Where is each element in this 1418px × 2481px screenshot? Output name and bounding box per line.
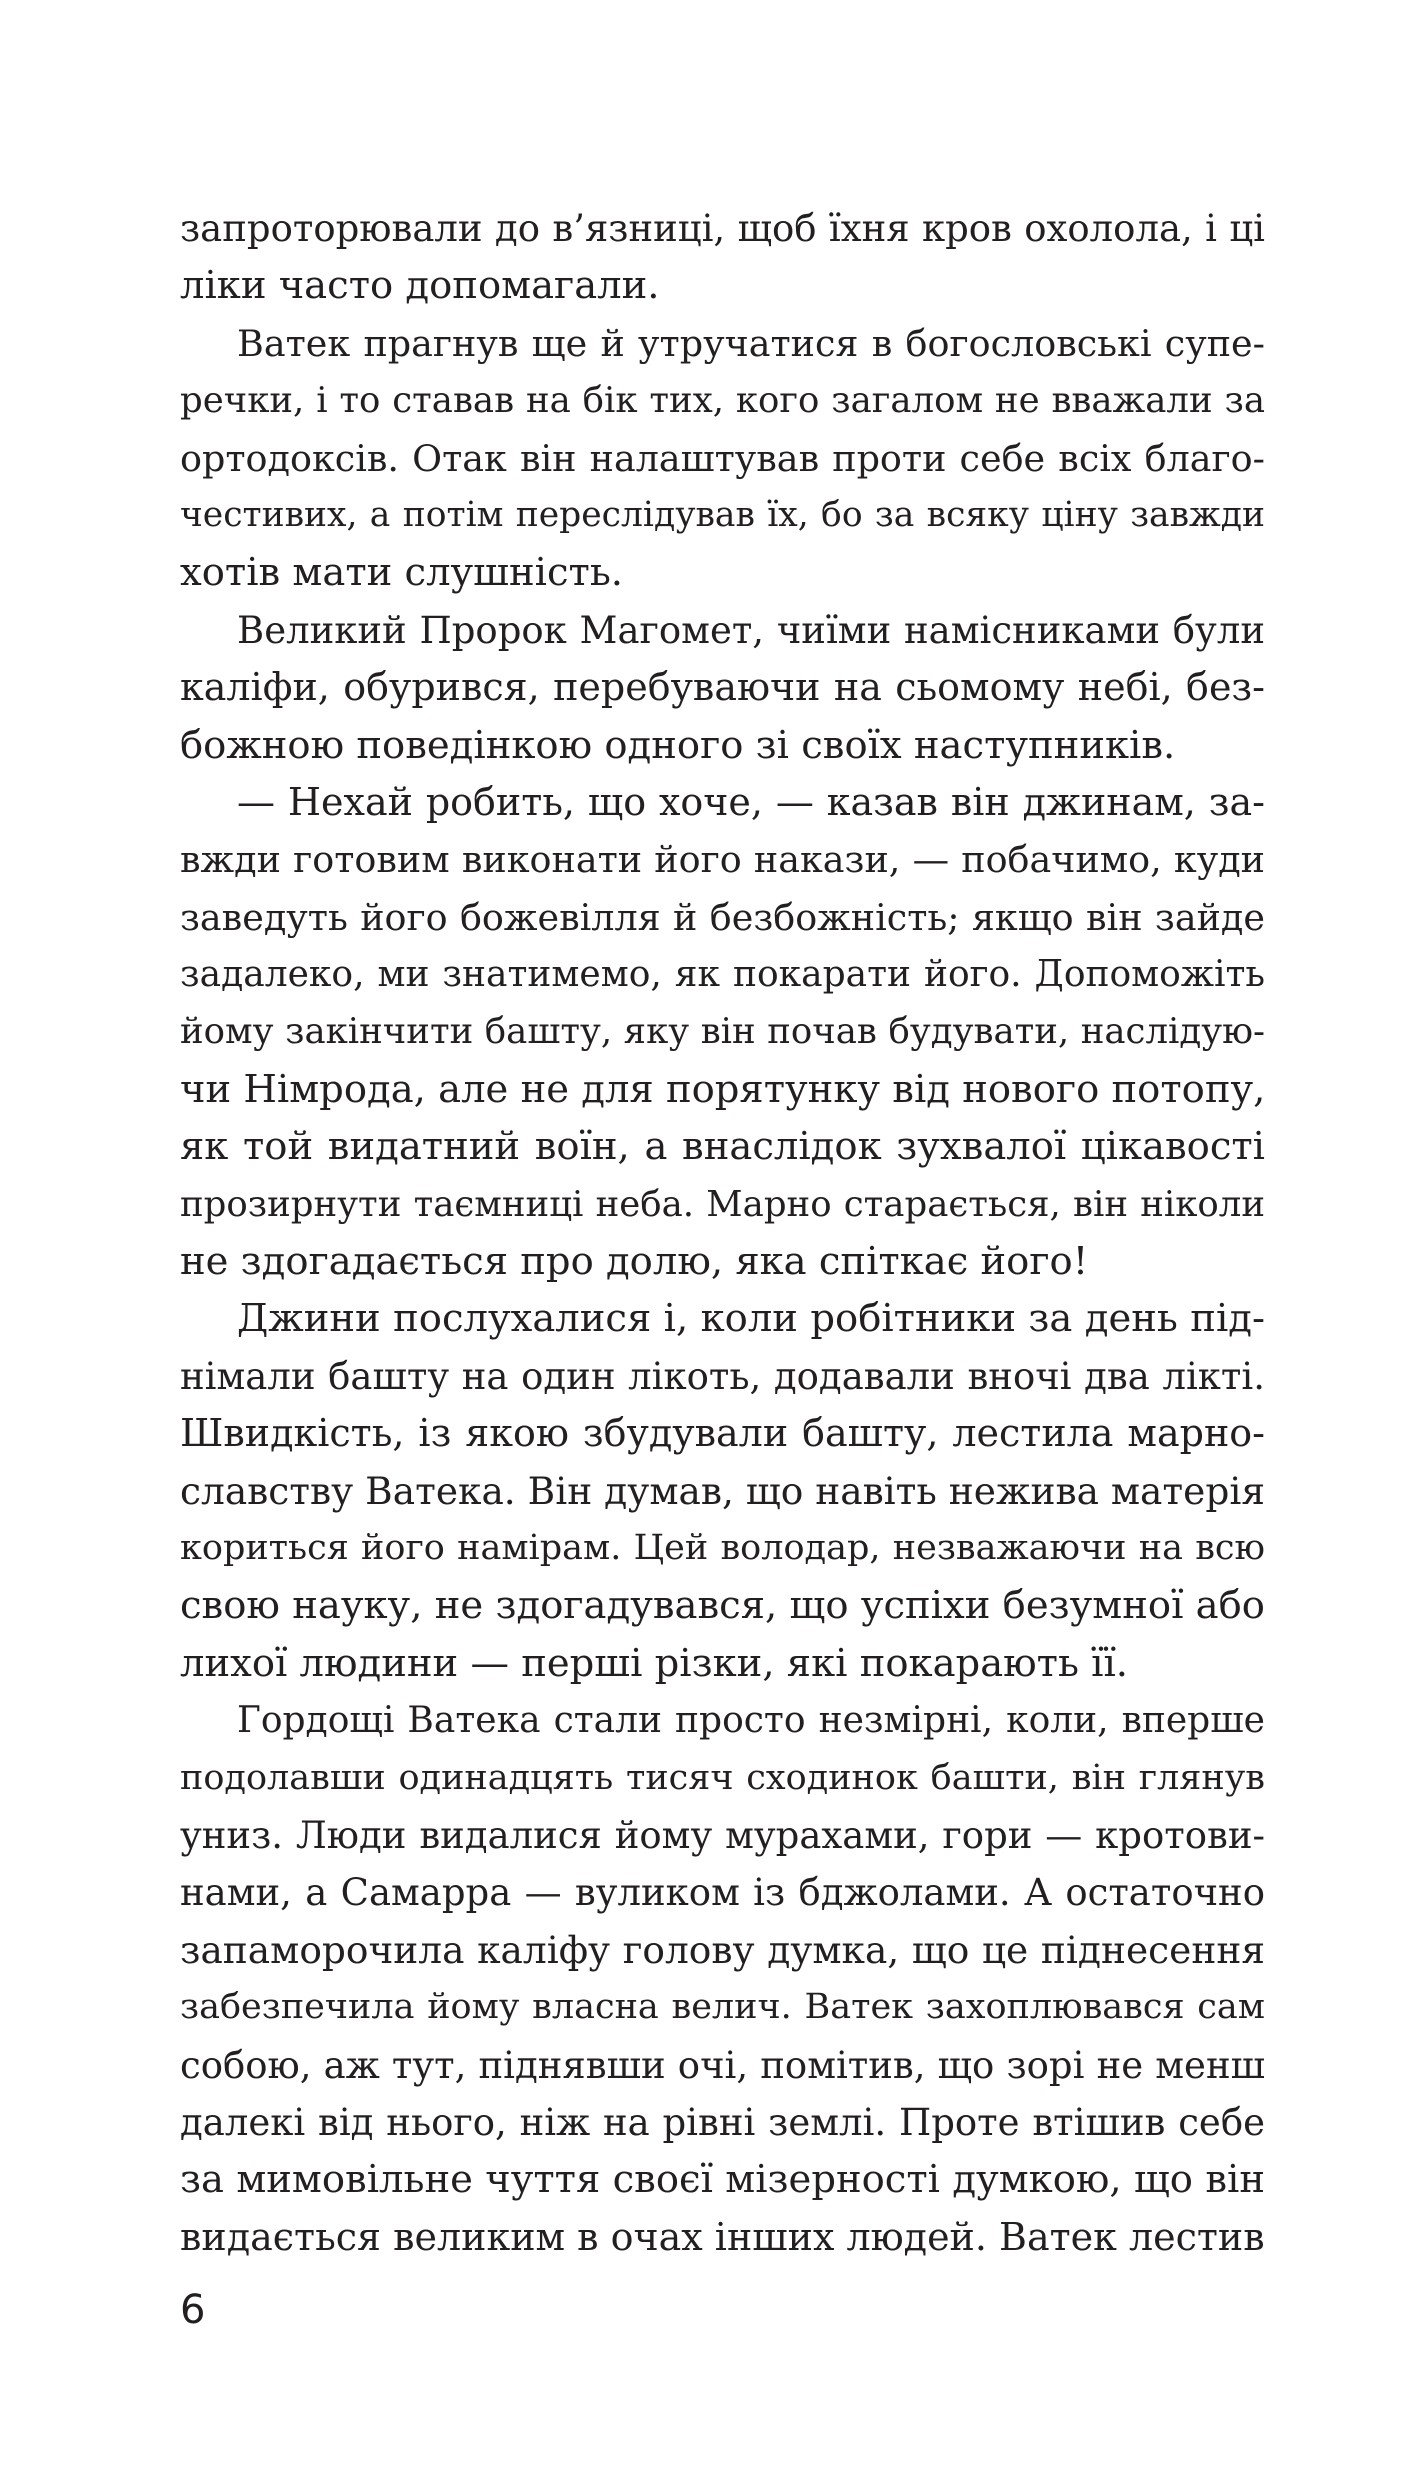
text-line: Гордощі Ватека стали просто незмірні, коли, вперше [237,1700,1265,1742]
text-line: ліки часто допомагали. [180,263,660,309]
text-line: запаморочила каліфу голову думка, що це піднесення [180,1927,1265,1972]
text-line: вжди готовим виконати його накази, — побачимо, куди [180,838,1265,882]
text-line: не здогадається про долю, яка спіткає його! [180,1239,1089,1285]
text-line: Ватек прагнув ще й утручатися в богословські супе- [237,321,1265,365]
text-line: Джини послухалися і, коли робітники за день під- [237,1296,1265,1342]
text-line: подолавши одинадцять тисяч сходинок башти, він глянув [180,1757,1265,1798]
text-line: кориться його намірам. Цей володар, незважаючи на всю [180,1527,1265,1568]
text-line: речки, і то ставав на бік тих, кого загалом не вважали за [180,380,1265,422]
text-line: прозирнути таємниці неба. Марно старається, він ніколи [180,1183,1265,1225]
paragraph [180,200,1265,315]
text-line: честивих, а потім переслідував їх, бо за всяку ціну завжди [180,494,1265,535]
text-line: ортодоксів. Отак він налаштував проти себе всіх благо- [180,436,1265,480]
text-line: заведуть його божевілля й безбожність; якщо він зайде [180,895,1265,939]
text-line: німали башту на один лікоть, додавали вночі два лікті. [180,1354,1265,1398]
page-number: 6 [180,2287,206,2333]
body-text [180,200,1265,2266]
text-line: хотів мати слушність. [180,550,624,596]
text-line: собою, аж тут, піднявши очі, помітив, що зорі не менш [180,2043,1265,2087]
text-line: славству Ватека. Він думав, що навіть нежива матерія [180,1468,1265,1513]
paragraph [180,602,1265,774]
text-line: задалеко, ми знатимемо, як покарати його. Допоможіть [180,954,1265,996]
text-line: — Нехай робить, що хоче, — казав він джинам, за- [237,779,1265,824]
text-line: чи Німрода, але не для порятунку від нового потопу, [180,1066,1265,1112]
text-line: запроторювали до в’язниці, щоб їхня кров охолола, і ці [180,207,1265,250]
text-line: Великий Пророк Магомет, чиїми намісниками були [237,608,1265,652]
text-line: далекі від нього, ніж на рівні землі. Проте втішив себе [180,2100,1265,2144]
paragraph [180,1290,1265,1692]
text-line: йому закінчити башту, яку він почав будувати, наслідую- [180,1011,1265,1053]
text-line: каліфи, обурився, перебуваючи на сьомому небі, без- [180,665,1265,710]
text-line: як той видатний воїн, а внаслідок зухвалої цікавості [180,1124,1265,1170]
paragraph [180,315,1265,602]
paragraph [180,774,1265,1291]
text-line: за мимовільне чуття своєї мізерності думкою, що він [180,2157,1265,2203]
text-line: свою науку, не здогадувався, що успіхи безумної або [180,1583,1265,1629]
text-line: лихої людини — перші різки, які покарають її. [180,1640,1129,1686]
text-line: униз. Люди видалися йому мурахами, гори — кротови- [180,1813,1265,1857]
text-line: забезпечила йому власна велич. Ватек захоплювався сам [180,1987,1265,2028]
text-line: божною поведінкою одного зі своїх наступників. [180,722,1176,768]
text-line: видається великим в очах інших людей. Ватек лестив [180,2214,1265,2259]
text-line: Швидкість, із якою збудували башту, лестила марно- [180,1411,1265,1456]
paragraph [180,1692,1265,2266]
text-line: нами, а Самарра — вуликом із бджолами. А остаточно [180,1871,1265,1915]
